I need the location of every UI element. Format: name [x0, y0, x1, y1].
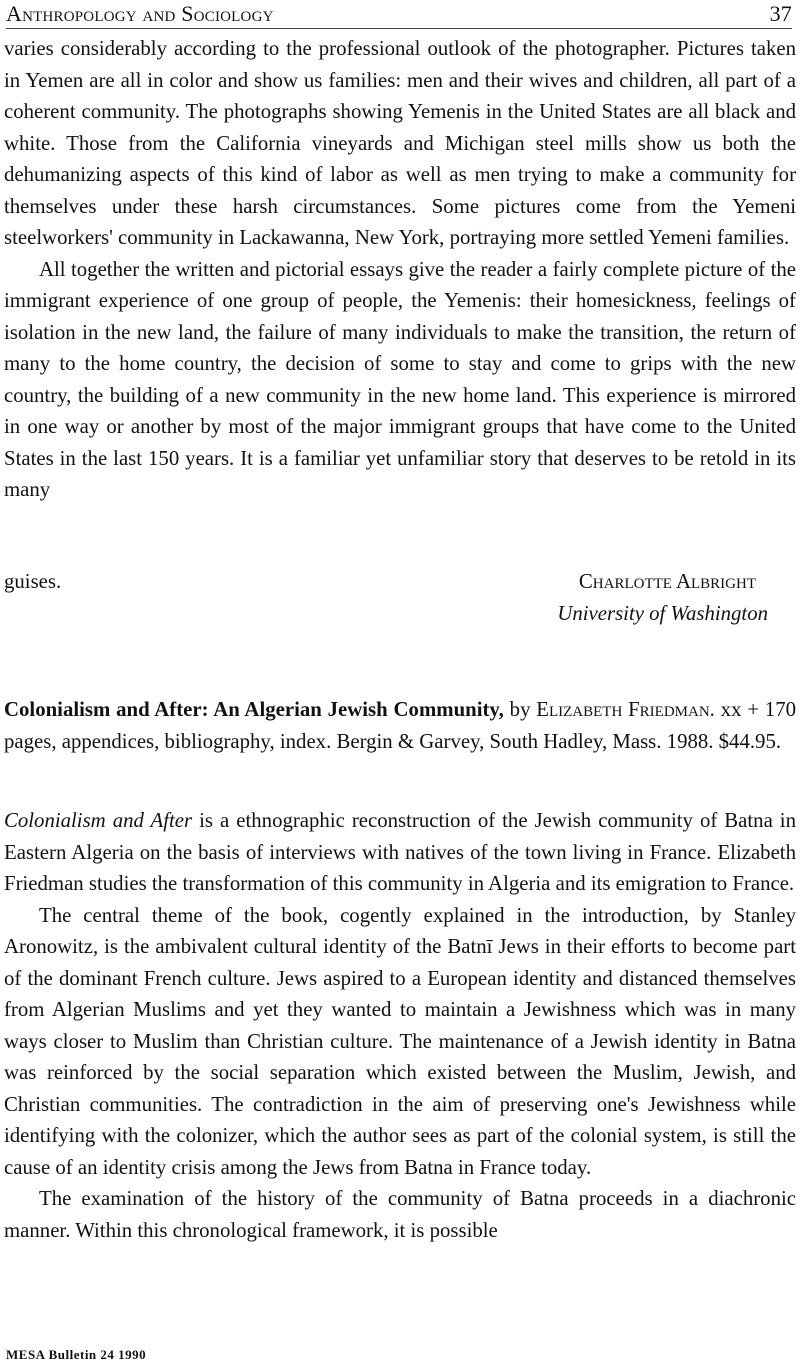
section-title: Anthropology and Sociology	[6, 1, 274, 26]
book-author: Elizabeth Friedman.	[536, 698, 715, 721]
review-2-body	[4, 805, 796, 1246]
review-1-body	[4, 33, 796, 506]
review-2-paragraph-2: The central theme of the book, cogently explained in the introduction, by Stanley Aronowitz, is the ambivalent cultural identity of the Batnī Jews in their efforts to become part of the dominant French culture. Jews aspired to a European identity and distanced themselves from Algerian Muslims and yet they wanted to maintain a Jewishness which was in many ways closer to Muslim than Christian culture. The maintenance of a Jewish identity in Batna was reinforced by the social separation which existed between the Muslim, Jewish, and Christian communities. The contradiction in the aim of preserving one's Jewishness while identifying with the colonizer, which the author sees as part of the colonial system, is still the cause of an identity crisis among the Jews from Batna in France today.	[4, 903, 796, 1179]
reviewer-affiliation: University of Washington	[557, 601, 768, 625]
review-2-paragraph-1	[4, 805, 796, 900]
review-2-paragraph-3: The examination of the history of the community of Batna proceeds in a diachronic manner. Within this chronological framework, it is possible	[4, 1187, 796, 1242]
review-1-paragraph-2: All together the written and pictorial essays give the reader a fairly complete picture of the immigrant experience of one group of people, the Yemenis: their homesickness, feelings of isolation in the new land, the failure of many individuals to make the transition, the return of many to the home country, the decision of some to stay and come to grips with the new country, the building of a new community in the new home land. This experience is mirrored in one way or another by most of the major immigrant groups that have come to the United States in the last 150 years. It is a familiar yet unfamiliar story that deserves to be retold in its many	[4, 257, 796, 501]
last-word: guises.	[4, 570, 62, 593]
running-header	[6, 0, 792, 30]
reviewer-name: Charlotte Albright	[578, 570, 756, 593]
journal-footer: MESA Bulletin 24 1990	[6, 1347, 147, 1362]
review-2-heading	[4, 694, 796, 757]
review-1-signature	[4, 566, 796, 629]
book-citation	[4, 694, 796, 757]
book-details: xx + 170 pages, appendices, bibliography, index. Bergin & Garvey, South Hadley, Mass. 1988. $44.95.	[4, 698, 796, 753]
italic-title: Colonialism and After	[4, 809, 193, 832]
by-word: by	[503, 698, 537, 721]
book-title: Colonialism and After: An Algerian Jewish Community,	[4, 698, 504, 721]
header-rule	[6, 28, 792, 29]
paragraph-1-text: is a ethnographic reconstruction of the Jewish community of Batna in Eastern Algeria on the basis of interviews with natives of the town living in France. Elizabeth Friedman studies the transformation of this community in Algeria and its emigration to France.	[4, 809, 796, 895]
page-number: 37	[769, 1, 792, 26]
review-1-paragraph-1: varies considerably according to the professional outlook of the photographer. Pictures taken in Yemen are all in color and show us families: men and their wives and children, all part of a coherent community. The photographs showing Yemenis in the United States are all black and white. Those from the California vineyards and Michigan steel mills show us both the dehumanizing aspects of this kind of labor as well as men trying to make a community for themselves under these harsh circumstances. Some pictures come from the Yemeni steelworkers' community in Lackawanna, New York, portraying more settled Yemeni families.	[4, 37, 796, 249]
